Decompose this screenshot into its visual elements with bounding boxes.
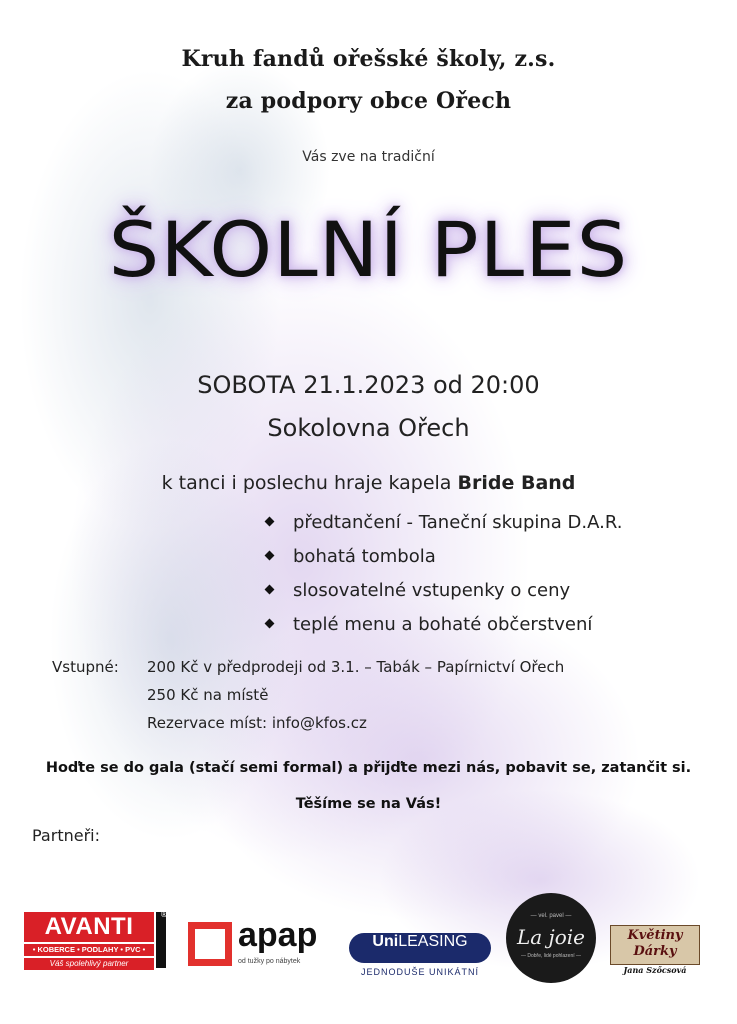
list-item: teplé menu a bohaté občerstvení	[266, 614, 622, 648]
invitation-text: Vás zve na tradiční	[302, 149, 435, 165]
apap-logo: apap od tužky po nábytek	[188, 922, 338, 972]
list-item: bohatá tombola	[266, 546, 622, 580]
diamond-bullet-icon	[265, 551, 275, 561]
dress-code-note: Hoďte se do gala (stačí semi formal) a přijďte mezi nás, pobavit se, zatančit si.	[45, 760, 692, 776]
admission-presale: 200 Kč v předprodeji od 3.1. – Tabák – Papírnictví Ořech	[147, 658, 565, 676]
event-venue: Sokolovna Ořech	[267, 414, 470, 442]
diamond-bullet-icon	[265, 517, 275, 527]
event-title: ŠKOLNÍ PLES	[108, 205, 629, 294]
avanti-logo: AVANTI ® • KOBERCE • PODLAHY • PVC • Váš spolehlivý partner	[24, 912, 166, 978]
music-line	[0, 472, 737, 494]
band-name: Bride Band	[457, 472, 576, 494]
lajoie-logo: — vel. pavel — La joie — Dobře, lidé pohlazení —	[506, 893, 596, 983]
kvetiny-darky-logo: Květiny Dárky Jana Szőcsová	[610, 925, 702, 977]
list-item: slosovatelné vstupenky o ceny	[266, 580, 622, 614]
closing-line: Těšíme se na Vás!	[295, 796, 442, 812]
unileasing-logo: UniLEASING JEDNODUŠE UNIKÁTNÍ	[349, 933, 491, 983]
organizer-name: Kruh fandů ořešské školy, z.s.	[181, 46, 556, 72]
reservation-contact: Rezervace míst: info@kfos.cz	[147, 714, 367, 732]
highlights-list	[266, 512, 622, 648]
music-prefix: k tanci i poslechu hraje kapela	[161, 472, 458, 494]
partners-label: Partneři:	[32, 826, 100, 845]
admission-label: Vstupné:	[52, 658, 119, 676]
admission-door: 250 Kč na místě	[147, 686, 269, 704]
event-date: SOBOTA 21.1.2023 od 20:00	[197, 371, 540, 399]
diamond-bullet-icon	[265, 585, 275, 595]
apap-square-icon	[188, 922, 232, 966]
diamond-bullet-icon	[265, 619, 275, 629]
list-item: předtančení - Taneční skupina D.A.R.	[266, 512, 622, 546]
sponsor-line: za podpory obce Ořech	[225, 88, 512, 114]
